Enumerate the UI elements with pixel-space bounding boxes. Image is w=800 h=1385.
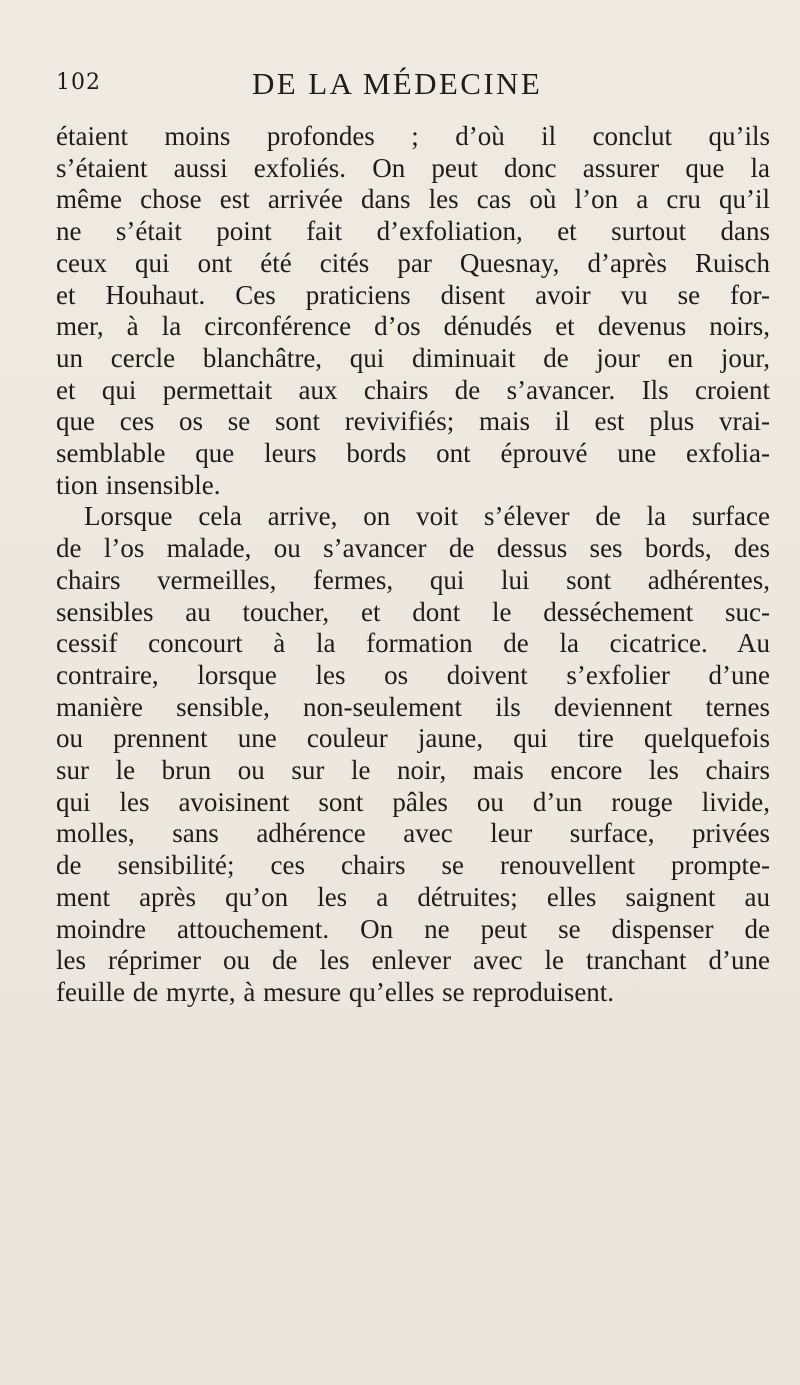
text-line: étaient moins profondes ; d’où il conclut qu’ils bbox=[56, 121, 770, 151]
text-line: un cercle blanchâtre, qui diminuait de jour en jour, bbox=[56, 342, 770, 373]
text-line: molles, sans adhérence avec leur surface, privées bbox=[56, 818, 770, 849]
text-line: ment après qu’on les a détruites; elles saignent au bbox=[56, 881, 770, 912]
running-head bbox=[56, 66, 756, 106]
text-line: que ces os se sont revivifiés; mais il est plus vrai- bbox=[56, 406, 770, 437]
text-line: les réprimer ou de les enlever avec le tranchant d’une bbox=[56, 945, 770, 976]
chapter-header-title: DE LA MÉDECINE bbox=[252, 66, 543, 101]
text-line: cessif concourt à la formation de la cicatrice. Au bbox=[56, 628, 770, 659]
paragraph-1 bbox=[56, 121, 770, 501]
text-line: et qui permettait aux chairs de s’avancer. Ils croient bbox=[56, 374, 770, 405]
text-line: manière sensible, non-seulement ils deviennent ternes bbox=[56, 691, 770, 722]
text-line: contraire, lorsque les os doivent s’exfolier d’une bbox=[56, 659, 770, 690]
text-line: sur le brun ou sur le noir, mais encore les chairs bbox=[56, 755, 770, 786]
page-number: 102 bbox=[56, 70, 101, 95]
text-line: de l’os malade, ou s’avancer de dessus ses bords, des bbox=[56, 533, 770, 564]
text-line: moindre attouchement. On ne peut se dispenser de bbox=[56, 913, 770, 944]
body-text bbox=[56, 121, 770, 1009]
text-line: mer, à la circonférence d’os dénudés et devenus noirs, bbox=[56, 311, 770, 342]
text-line: s’étaient aussi exfoliés. On peut donc assurer que la bbox=[56, 152, 770, 183]
text-line: ou prennent une couleur jaune, qui tire quelquefois bbox=[56, 723, 770, 754]
text-line: chairs vermeilles, fermes, qui lui sont adhérentes, bbox=[56, 564, 770, 595]
text-line: même chose est arrivée dans les cas où l’on a cru qu’il bbox=[56, 184, 770, 215]
text-line: tion insensible. bbox=[56, 469, 221, 500]
text-line: de sensibilité; ces chairs se renouvellent prompte- bbox=[56, 850, 770, 881]
text-line: et Houhaut. Ces praticiens disent avoir vu se for- bbox=[56, 279, 770, 310]
text-line: Lorsque cela arrive, on voit s’élever de la surface bbox=[84, 501, 770, 532]
paragraph-2 bbox=[56, 501, 770, 1008]
text-line: qui les avoisinent sont pâles ou d’un rouge livide, bbox=[56, 786, 770, 817]
text-line: semblable que leurs bords ont éprouvé une exfolia- bbox=[56, 438, 770, 469]
text-line: feuille de myrte, à mesure qu’elles se reproduisent. bbox=[56, 976, 615, 1007]
text-line: ne s’était point fait d’exfoliation, et surtout dans bbox=[56, 216, 770, 247]
text-line: ceux qui ont été cités par Quesnay, d’après Ruisch bbox=[56, 247, 770, 278]
text-line: sensibles au toucher, et dont le desséchement suc- bbox=[56, 596, 770, 627]
